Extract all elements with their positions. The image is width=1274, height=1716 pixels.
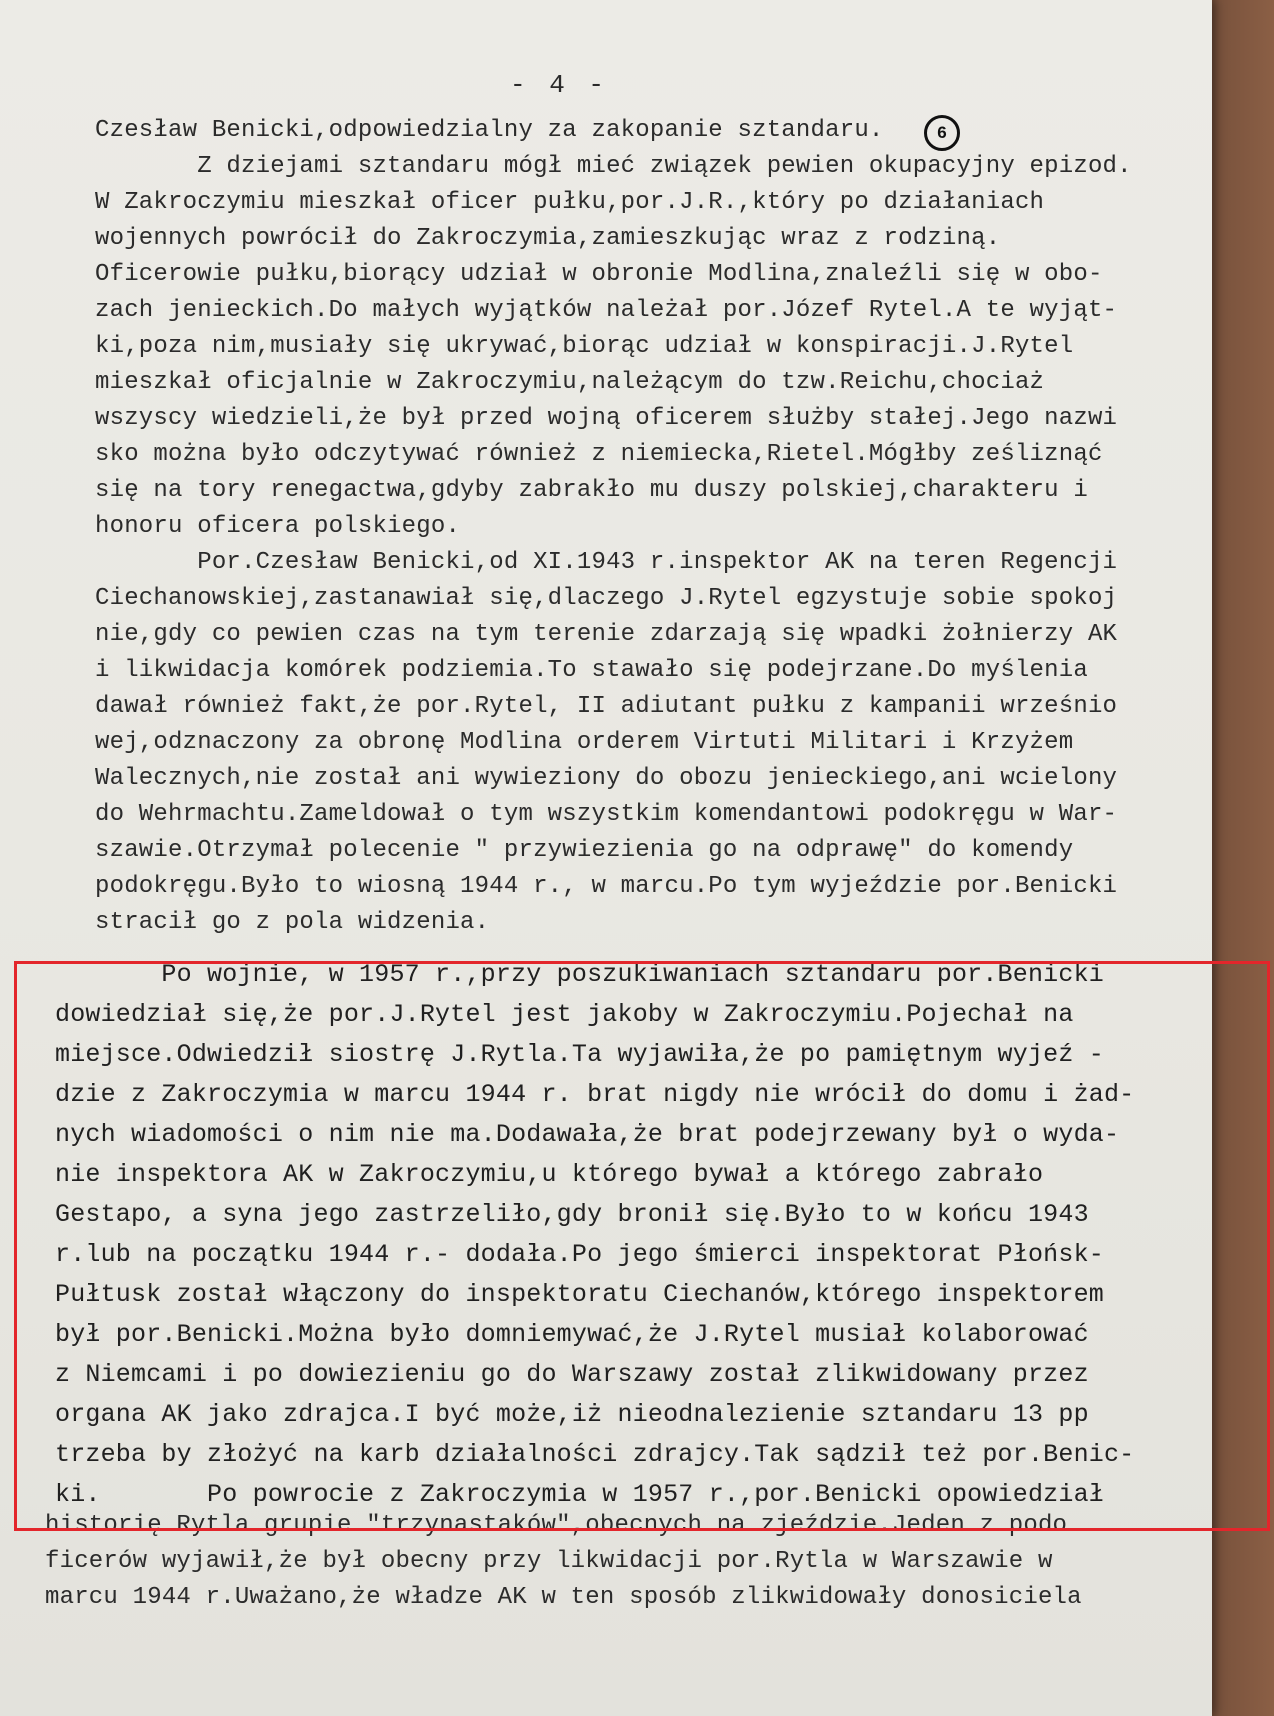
- text-line: dowiedział się,że por.J.Rytel jest jakoby w Zakroczymiu.Pojechał na: [55, 1000, 1074, 1029]
- text-line: Pułtusk został włączony do inspektoratu Ciechanów,którego inspektorem: [55, 1280, 1104, 1309]
- text-line: podokręgu.Było to wiosną 1944 r., w marcu.Po tym wyjeździe por.Benicki: [95, 873, 1118, 900]
- text-line: historię Rytla grupie "trzynastaków",obecnych na zjeździe.Jeden z podo: [45, 1512, 1068, 1539]
- text-line: stracił go z pola widzenia.: [95, 909, 490, 936]
- text-line: Gestapo, a syna jego zastrzeliło,gdy bronił się.Było to w końcu 1943: [55, 1200, 1089, 1229]
- text-line: Walecznych,nie został ani wywieziony do obozu jenieckiego,ani wcielony: [95, 765, 1118, 792]
- text-line: wojennych powrócił do Zakroczymia,zamieszkując wraz z rodziną.: [95, 225, 1001, 252]
- text-line: zach jenieckich.Do małych wyjątków należał por.Józef Rytel.A te wyjąt-: [95, 297, 1118, 324]
- text-line: Oficerowie pułku,biorący udział w obronie Modlina,znaleźli się w obo-: [95, 261, 1103, 288]
- text-line: nych wiadomości o nim nie ma.Dodawała,że brat podejrzewany był o wyda-: [55, 1120, 1120, 1149]
- text-line: nie inspektora AK w Zakroczymiu,u którego bywał a którego zabrało: [55, 1160, 1044, 1189]
- text-line: szawie.Otrzymał polecenie " przywiezienia go na odprawę" do komendy: [95, 837, 1074, 864]
- text-line: i likwidacja komórek podziemia.To stawało się podejrzane.Do myślenia: [95, 657, 1088, 684]
- text-line: wszyscy wiedzieli,że był przed wojną oficerem służby stałej.Jego nazwi: [95, 405, 1118, 432]
- text-line: z Niemcami i po dowiezieniu go do Warszawy został zlikwidowany przez: [55, 1360, 1089, 1389]
- text-line: r.lub na początku 1944 r.- dodała.Po jego śmierci inspektorat Płońsk-: [55, 1240, 1104, 1269]
- red-highlight-box: [14, 961, 1270, 1531]
- text-line: mieszkał oficjalnie w Zakroczymiu,należącym do tzw.Reichu,chociaż: [95, 369, 1045, 396]
- text-block-top: [95, 113, 1132, 941]
- text-line: był por.Benicki.Można było domniemywać,że J.Rytel musiał kolaborować: [55, 1320, 1089, 1349]
- text-line: Por.Czesław Benicki,od XI.1943 r.inspektor AK na teren Regencji: [95, 549, 1118, 576]
- text-line: Ciechanowskiej,zastanawiał się,dlaczego J.Rytel egzystuje sobie spokoj: [95, 585, 1118, 612]
- text-line: honoru oficera polskiego.: [95, 513, 461, 540]
- text-line: sko można było odczytywać również z niemiecka,Rietel.Mógłby ześliznąć: [95, 441, 1103, 468]
- text-line: dawał również fakt,że por.Rytel, II adiutant pułku z kampanii wrześnio: [95, 693, 1118, 720]
- text-line: Czesław Benicki,odpowiedzialny za zakopanie sztandaru.: [95, 117, 884, 144]
- text-line: dzie z Zakroczymia w marcu 1944 r. brat nigdy nie wrócił do domu i żad-: [55, 1080, 1135, 1109]
- text-line: do Wehrmachtu.Zameldował o tym wszystkim komendantowi podokręgu w War-: [95, 801, 1118, 828]
- text-line: miejsce.Odwiedził siostrę J.Rytla.Ta wyjawiła,że po pamiętnym wyjeź -: [55, 1040, 1104, 1069]
- text-line: Z dziejami sztandaru mógł mieć związek pewien okupacyjny epizod.: [95, 153, 1132, 180]
- text-line: Po wojnie, w 1957 r.,przy poszukiwaniach sztandaru por.Benicki: [55, 960, 1104, 989]
- handwritten-circled-number: 6: [924, 115, 960, 151]
- text-line: ki. Po powrocie z Zakroczymia w 1957 r.,por.Benicki opowiedział: [55, 1480, 1104, 1509]
- text-line: trzeba by złożyć na karb działalności zdrajcy.Tak sądził też por.Benic-: [55, 1440, 1135, 1469]
- text-line: wej,odznaczony za obronę Modlina orderem Virtuti Militari i Krzyżem: [95, 729, 1074, 756]
- text-line: nie,gdy co pewien czas na tym terenie zdarzają się wpadki żołnierzy AK: [95, 621, 1118, 648]
- page-number: - 4 -: [510, 70, 609, 100]
- text-line: marcu 1944 r.Uważano,że władze AK w ten sposób zlikwidowały donosiciela: [45, 1584, 1082, 1611]
- text-line: organa AK jako zdrajca.I być może,iż nieodnalezienie sztandaru 13 pp: [55, 1400, 1089, 1429]
- text-line: ficerów wyjawił,że był obecny przy likwidacji por.Rytla w Warszawie w: [45, 1548, 1053, 1575]
- text-line: W Zakroczymiu mieszkał oficer pułku,por.J.R.,który po działaniach: [95, 189, 1045, 216]
- text-line: się na tory renegactwa,gdyby zabrakło mu duszy polskiej,charakteru i: [95, 477, 1088, 504]
- text-line: ki,poza nim,musiały się ukrywać,biorąc udział w konspiracji.J.Rytel: [95, 333, 1074, 360]
